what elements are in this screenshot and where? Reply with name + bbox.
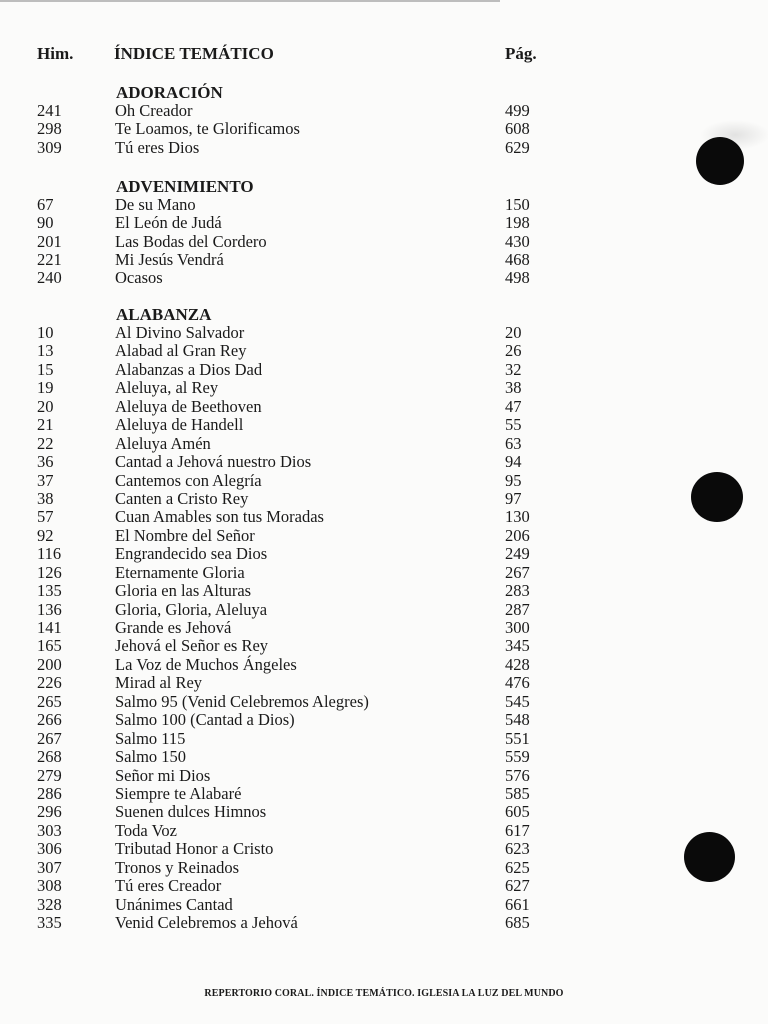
page-number: 608 xyxy=(505,119,530,139)
list-item xyxy=(0,767,768,785)
list-item xyxy=(0,379,768,397)
list-item xyxy=(0,102,768,120)
page-number: 548 xyxy=(505,710,530,730)
list-item xyxy=(0,711,768,729)
list-item xyxy=(0,564,768,582)
page-number: 95 xyxy=(505,470,522,490)
hymn-number: 309 xyxy=(37,137,62,157)
hymn-title: El León de Judá xyxy=(115,213,222,233)
list-item xyxy=(0,914,768,932)
hymn-number: 200 xyxy=(37,654,62,674)
hymn-number: 268 xyxy=(37,747,62,767)
page-number: 97 xyxy=(505,488,522,508)
list-item xyxy=(0,748,768,766)
header-page: Pág. xyxy=(505,44,537,63)
hymn-number: 306 xyxy=(37,839,62,859)
section-title: ALABANZA xyxy=(116,305,212,324)
hymn-title: Venid Celebremos a Jehová xyxy=(115,913,298,932)
hymn-number: 221 xyxy=(37,249,62,269)
list-item xyxy=(0,269,768,287)
list-item xyxy=(0,120,768,138)
list-item xyxy=(0,139,768,157)
page-number: 617 xyxy=(505,820,530,840)
header-index-title: ÍNDICE TEMÁTICO xyxy=(114,44,274,63)
page-number: 476 xyxy=(505,673,530,693)
page-number: 585 xyxy=(505,783,530,803)
page-number: 267 xyxy=(505,562,530,582)
page-number: 498 xyxy=(505,268,530,288)
hymn-number: 335 xyxy=(37,913,62,932)
hymn-title: Tú eres Creador xyxy=(115,876,222,896)
hymn-number: 135 xyxy=(37,581,62,601)
list-item xyxy=(0,196,768,214)
page-number: 130 xyxy=(505,507,530,527)
hymn-title: Gloria, Gloria, Aleluya xyxy=(115,599,268,619)
hymn-number: 21 xyxy=(37,415,54,435)
page-number: 685 xyxy=(505,913,530,932)
page-number: 430 xyxy=(505,231,530,251)
page-number: 499 xyxy=(505,101,530,120)
list-item xyxy=(0,877,768,895)
hymn-number: 241 xyxy=(37,101,62,120)
hymn-title: La Voz de Muchos Ángeles xyxy=(115,654,297,674)
page-number: 94 xyxy=(505,452,522,472)
hymn-title: Aleluya, al Rey xyxy=(115,378,219,398)
hymn-title: Engrandecido sea Dios xyxy=(115,544,268,564)
hymn-title: Cantemos con Alegría xyxy=(115,470,262,490)
hymn-title: Tronos y Reinados xyxy=(115,857,240,877)
hymn-title: Aleluya de Beethoven xyxy=(115,396,262,416)
page-number: 468 xyxy=(505,249,530,269)
hymn-number: 267 xyxy=(37,728,62,748)
list-item xyxy=(0,637,768,655)
list-item xyxy=(0,233,768,251)
hymn-number: 116 xyxy=(37,544,62,564)
hymn-title: Cuan Amables son tus Moradas xyxy=(115,507,324,527)
hymn-number: 13 xyxy=(37,341,54,361)
hymn-title: Las Bodas del Cordero xyxy=(115,231,267,251)
hymn-number: 126 xyxy=(37,562,62,582)
list-item xyxy=(0,342,768,360)
hymn-title: Tú eres Dios xyxy=(115,137,200,157)
page-number: 625 xyxy=(505,857,530,877)
hymn-title: Eternamente Gloria xyxy=(115,562,245,582)
hymn-title: Grande es Jehová xyxy=(115,618,232,637)
page-number: 26 xyxy=(505,341,522,361)
hymn-number: 37 xyxy=(37,470,54,490)
hymn-number: 22 xyxy=(37,433,54,453)
page-number: 559 xyxy=(505,747,530,767)
list-item xyxy=(0,730,768,748)
hymn-number: 57 xyxy=(37,507,54,527)
list-item xyxy=(0,251,768,269)
hymn-title: Canten a Cristo Rey xyxy=(115,488,249,508)
list-item xyxy=(0,582,768,600)
page-number: 206 xyxy=(505,525,530,545)
hymn-number: 303 xyxy=(37,820,62,840)
hymn-title: Señor mi Dios xyxy=(115,765,211,785)
hymn-title: Suenen dulces Himnos xyxy=(115,802,267,822)
list-item xyxy=(0,508,768,526)
hymn-number: 141 xyxy=(37,618,62,637)
hymn-title: De su Mano xyxy=(115,195,196,214)
hymn-number: 307 xyxy=(37,857,62,877)
list-item xyxy=(0,472,768,490)
list-item xyxy=(0,527,768,545)
list-item xyxy=(0,398,768,416)
page-number: 551 xyxy=(505,728,530,748)
page-number: 605 xyxy=(505,802,530,822)
section-rows xyxy=(0,102,768,157)
hymn-number: 19 xyxy=(37,378,54,398)
hymn-number: 10 xyxy=(37,323,54,342)
section-title: ADVENIMIENTO xyxy=(116,177,254,196)
page-number: 32 xyxy=(505,359,522,379)
hymn-title: Mi Jesús Vendrá xyxy=(115,249,224,269)
list-item xyxy=(0,214,768,232)
hymn-title: Salmo 95 (Venid Celebremos Alegres) xyxy=(115,691,369,711)
hymn-number: 201 xyxy=(37,231,62,251)
hymn-title: Ocasos xyxy=(115,268,163,288)
hymn-number: 308 xyxy=(37,876,62,896)
page-number: 198 xyxy=(505,213,530,233)
list-item xyxy=(0,545,768,563)
page-number: 345 xyxy=(505,636,530,656)
list-item xyxy=(0,490,768,508)
hymn-title: Aleluya Amén xyxy=(115,433,211,453)
hymn-number: 20 xyxy=(37,396,54,416)
hymn-number: 36 xyxy=(37,452,54,472)
list-item xyxy=(0,859,768,877)
list-item xyxy=(0,453,768,471)
hymn-title: Alabanzas a Dios Dad xyxy=(115,359,263,379)
list-item xyxy=(0,693,768,711)
hymn-title: Salmo 100 (Cantad a Dios) xyxy=(115,710,295,730)
hymn-title: Siempre te Alabaré xyxy=(115,783,242,803)
page-number: 287 xyxy=(505,599,530,619)
page-number: 249 xyxy=(505,544,530,564)
hymn-title: El Nombre del Señor xyxy=(115,525,255,545)
hymn-title: Cantad a Jehová nuestro Dios xyxy=(115,452,312,472)
header-hymn-number: Him. xyxy=(37,44,74,63)
hymn-title: Al Divino Salvador xyxy=(115,323,245,342)
page-number: 428 xyxy=(505,654,530,674)
hymn-number: 240 xyxy=(37,268,62,288)
list-item xyxy=(0,416,768,434)
list-item xyxy=(0,324,768,342)
list-item xyxy=(0,803,768,821)
page-number: 47 xyxy=(505,396,522,416)
page-number: 38 xyxy=(505,378,522,398)
hymn-number: 38 xyxy=(37,488,54,508)
hymn-number: 90 xyxy=(37,213,54,233)
hymn-number: 265 xyxy=(37,691,62,711)
list-item xyxy=(0,361,768,379)
page-number: 63 xyxy=(505,433,522,453)
page-number: 623 xyxy=(505,839,530,859)
page-number: 55 xyxy=(505,415,522,435)
hymn-title: Gloria en las Alturas xyxy=(115,581,252,601)
hymn-title: Salmo 150 xyxy=(115,747,187,767)
hymn-number: 15 xyxy=(37,359,54,379)
page-number: 150 xyxy=(505,195,530,214)
section-rows xyxy=(0,324,768,932)
binder-hole-bottom xyxy=(684,832,735,882)
hymn-title: Tributad Honor a Cristo xyxy=(115,839,274,859)
hymn-number: 136 xyxy=(37,599,62,619)
list-item xyxy=(0,601,768,619)
page-number: 627 xyxy=(505,876,530,896)
hymn-title: Alabad al Gran Rey xyxy=(115,341,247,361)
list-item xyxy=(0,822,768,840)
page-number: 300 xyxy=(505,618,530,637)
section-title: ADORACIÓN xyxy=(116,83,223,102)
hymn-number: 266 xyxy=(37,710,62,730)
list-item xyxy=(0,674,768,692)
hymn-number: 279 xyxy=(37,765,62,785)
page-number: 545 xyxy=(505,691,530,711)
hymn-title: Salmo 115 xyxy=(115,728,186,748)
list-item xyxy=(0,619,768,637)
hymn-number: 286 xyxy=(37,783,62,803)
section-rows xyxy=(0,196,768,287)
hymn-number: 296 xyxy=(37,802,62,822)
hymn-title: Te Loamos, te Glorificamos xyxy=(115,119,300,139)
hymn-title: Mirad al Rey xyxy=(115,673,203,693)
binder-hole-top xyxy=(696,137,744,185)
hymn-number: 67 xyxy=(37,195,54,214)
index-header xyxy=(0,44,768,68)
hymn-title: Jehová el Señor es Rey xyxy=(115,636,269,656)
hymn-number: 298 xyxy=(37,119,62,139)
list-item xyxy=(0,656,768,674)
list-item xyxy=(0,840,768,858)
page-number: 629 xyxy=(505,137,530,157)
list-item xyxy=(0,896,768,914)
hymn-number: 226 xyxy=(37,673,62,693)
page-number: 661 xyxy=(505,894,530,914)
page-footer: REPERTORIO CORAL. ÍNDICE TEMÁTICO. IGLESIA LA LUZ DEL MUNDO xyxy=(204,988,564,999)
list-item xyxy=(0,435,768,453)
page-number: 20 xyxy=(505,323,522,342)
binder-hole-middle xyxy=(691,472,743,522)
hymn-title: Toda Voz xyxy=(115,820,177,840)
page-number: 283 xyxy=(505,581,530,601)
page-number: 576 xyxy=(505,765,530,785)
hymn-number: 165 xyxy=(37,636,62,656)
hymn-title: Oh Creador xyxy=(115,101,193,120)
hymn-title: Unánimes Cantad xyxy=(115,894,233,914)
list-item xyxy=(0,785,768,803)
hymn-number: 92 xyxy=(37,525,54,545)
hymn-number: 328 xyxy=(37,894,62,914)
hymn-title: Aleluya de Handell xyxy=(115,415,244,435)
